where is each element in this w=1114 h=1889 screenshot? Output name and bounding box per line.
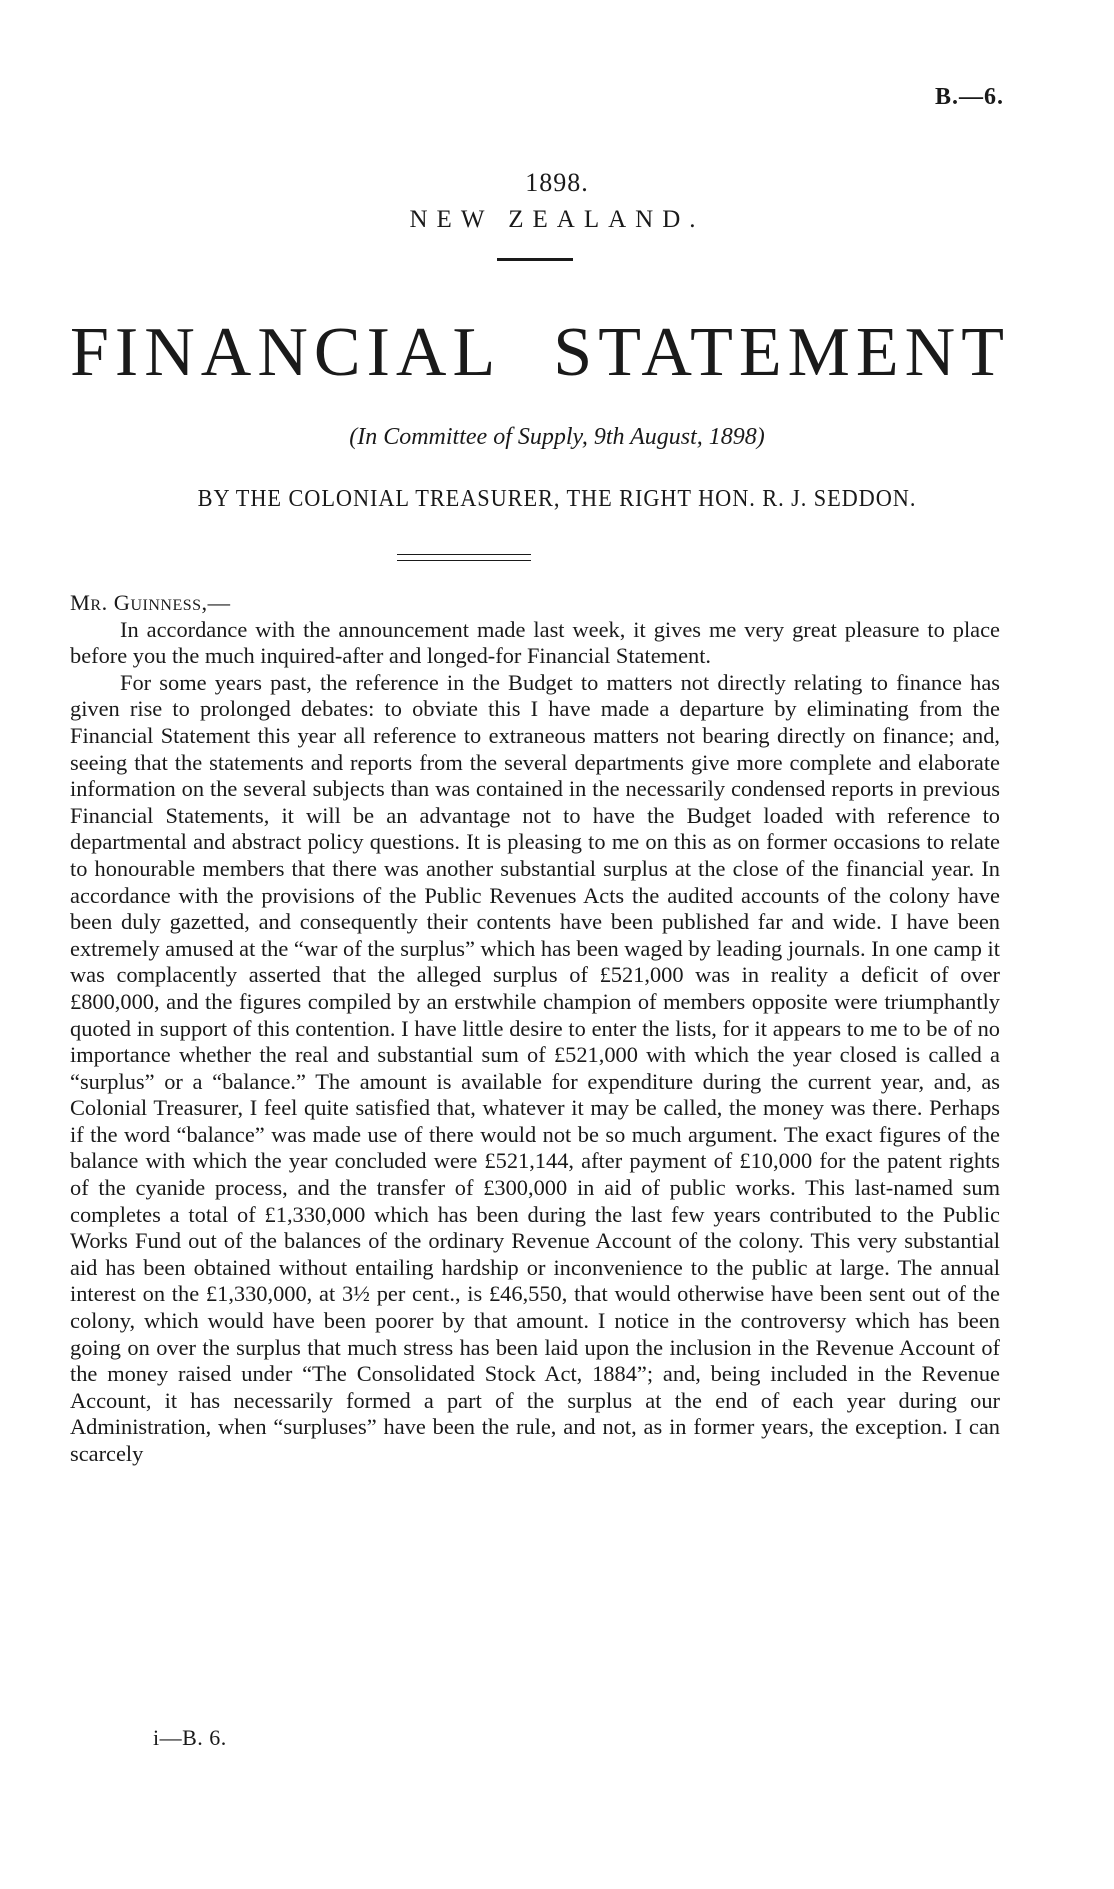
main-title-word-statement: STATEMENT [553, 314, 1010, 391]
byline: BY THE COLONIAL TREASURER, THE RIGHT HON. R. J. SEDDON. [197, 486, 917, 512]
short-rule-divider [497, 258, 573, 261]
paragraph: For some years past, the reference in the Budget to matters not directly relating to finance has given rise to prolonged debates: to obviate this I have made a departure by eliminating from the Financial Statement this year all reference to extraneous matters not bearing directly on finance; and, seeing that the statements and reports from the several departments give more complete and elaborate information on the several subjects than was contained in the necessarily condensed reports in previous Financial Statements, it will be an advantage not to have the Budget loaded with reference to departmental and abstract policy questions. It is pleasing to me on this as on former occasions to relate to honourable members that there was another substantial surplus at the close of the financial year. In accordance with the provisions of the Public Revenues Acts the audited accounts of the colony have been duly gazetted, and consequently their contents have been published far and wide. I have been extremely amused at the “war of the surplus” which has been waged by leading journals. In one camp it was complacently asserted that the alleged surplus of £521,000 was in reality a deficit of over £800,000, and the figures compiled by an erstwhile champion of members opposite were triumphantly quoted in support of this contention. I have little desire to enter the lists, for it appears to me to be of no importance whether the real and substantial sum of £521,000 with which the year closed is called a “surplus” or a “balance.” The amount is available for expenditure during the current year, and, as Colonial Treasurer, I feel quite satisfied that, whatever it may be called, the money was there. Perhaps if the word “balance” was made use of there would not be so much argument. The exact figures of the balance with which the year concluded were £521,144, after payment of £10,000 for the patent rights of the cyanide process, and the transfer of £300,000 in aid of public works. This last-named sum completes a total of £1,330,000 which has been during the last few years contributed to the Public Works Fund out of the balances of the ordinary Revenue Account of the colony. This very substantial aid has been obtained without entailing hardship or inconvenience to the public at large. The annual interest on the £1,330,000, at 3½ per cent., is £46,550, that would otherwise have been sent out of the colony, which would have been poorer by that amount. I notice in the controversy which has been going on over the surplus that much stress has been laid upon the inclusion in the Revenue Account of the money raised under “The Consolidated Stock Act, 1884”; and, being included in the Revenue Account, it has necessarily formed a part of the surplus at the end of each year during our Administration, when “surpluses” have been the rule, and not, as in former years, the exception. I can scarcely [70, 669, 1000, 1466]
country-heading: NEW ZEALAND. [409, 206, 705, 233]
signature-mark: i—B. 6. [153, 1725, 227, 1750]
main-title-word-financial: FINANCIAL [70, 314, 502, 391]
main-title [70, 314, 1010, 391]
subtitle: (In Committee of Supply, 9th August, 1898) [349, 424, 765, 450]
double-rule-divider [397, 554, 531, 561]
body-text [70, 590, 1000, 1468]
salutation: Mr. Guinness,— [70, 590, 231, 615]
paragraph: In accordance with the announcement made last week, it gives me very great pleasure to place before you the much inquired-after and longed-for Financial Statement. [70, 616, 1000, 669]
page-reference: B.—6. [934, 84, 1004, 110]
publication-year: 1898. [525, 168, 589, 197]
